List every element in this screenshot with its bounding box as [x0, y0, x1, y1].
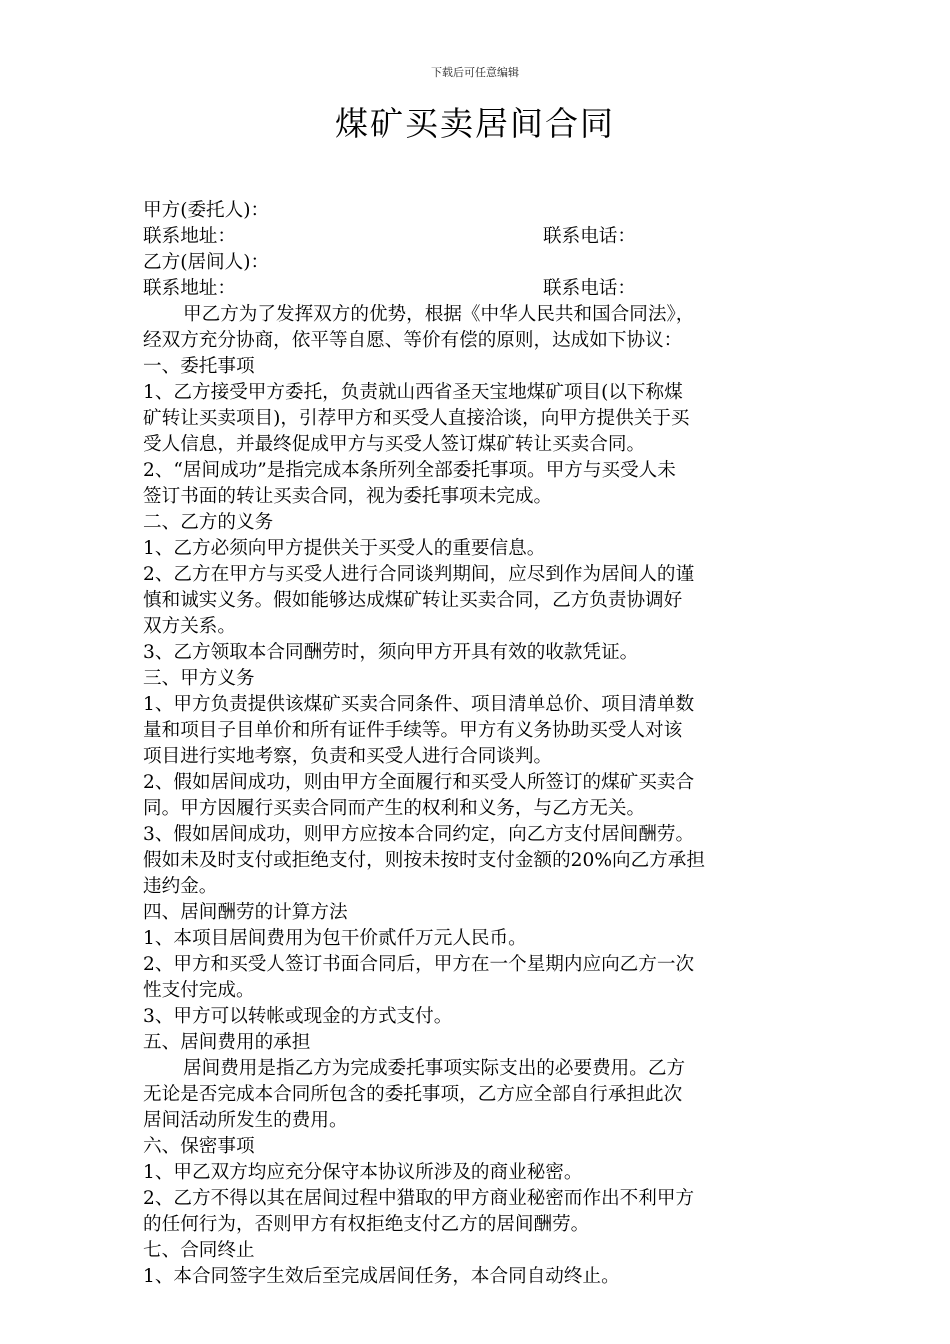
party-b-address-label: 联系地址： [143, 278, 236, 299]
clause-line: 2、假如居间成功，则由甲方全面履行和买受人所签订的煤矿买卖合 [143, 772, 695, 793]
document-title: 煤矿买卖居间合同 [335, 104, 615, 143]
clause-line: 3、甲方可以转帐或现金的方式支付。 [143, 1006, 453, 1027]
clause-line: 2、甲方和买受人签订书面合同后，甲方在一个星期内应向乙方一次 [143, 954, 695, 975]
party-a-contact-row [143, 224, 811, 250]
section-heading: 五、居间费用的承担 [143, 1032, 311, 1053]
clause-line: 1、甲方负责提供该煤矿买卖合同条件、项目清单总价、项目清单数 [143, 694, 695, 715]
clause-line: 1、本合同签字生效后至完成居间任务，本合同自动终止。 [143, 1266, 620, 1287]
clause-line: 受人信息，并最终促成甲方与买受人签订煤矿转让买卖合同。 [143, 434, 646, 455]
clause-line: 同。甲方因履行买卖合同而产生的权利和义务，与乙方无关。 [143, 798, 646, 819]
contract-body [143, 198, 811, 1290]
section-heading: 一、委托事项 [143, 356, 255, 377]
clause-line: 1、乙方接受甲方委托，负责就山西省圣天宝地煤矿项目(以下称煤 [143, 382, 683, 403]
clause-line: 2、乙方在甲方与买受人进行合同谈判期间，应尽到作为居间人的谨 [143, 564, 695, 585]
contract-sections [143, 354, 811, 1290]
party-a-phone-label: 联系电话： [543, 226, 636, 247]
clause-line: 2、乙方不得以其在居间过程中猎取的甲方商业秘密而作出不利甲方 [143, 1188, 695, 1209]
party-b-contact-row [143, 276, 811, 302]
clause-line: 1、甲乙双方均应充分保守本协议所涉及的商业秘密。 [143, 1162, 583, 1183]
clause-line: 居间活动所发生的费用。 [143, 1110, 348, 1131]
clause-line: 无论是否完成本合同所包含的委托事项，乙方应全部自行承担此次 [143, 1084, 683, 1105]
clause-line: 签订书面的转让买卖合同，视为委托事项未完成。 [143, 486, 553, 507]
clause-line: 假如未及时支付或拒绝支付，则按未按时支付金额的20%向乙方承担 [143, 850, 705, 871]
section-heading: 二、乙方的义务 [143, 512, 274, 533]
clause-line: 量和项目子目单价和所有证件手续等。甲方有义务协助买受人对该 [143, 720, 683, 741]
clause-line: 的任何行为，否则甲方有权拒绝支付乙方的居间酬劳。 [143, 1214, 590, 1235]
clause-line: 居间费用是指乙方为完成委托事项实际支出的必要费用。乙方 [183, 1058, 686, 1079]
clause-line: 3、乙方领取本合同酬劳时，须向甲方开具有效的收款凭证。 [143, 642, 639, 663]
party-b-phone-label: 联系电话： [543, 278, 636, 299]
clause-line: 3、假如居间成功，则甲方应按本合同约定，向乙方支付居间酬劳。 [143, 824, 695, 845]
section-heading: 三、甲方义务 [143, 668, 255, 689]
clause-line: 双方关系。 [143, 616, 236, 637]
section-heading: 七、合同终止 [143, 1240, 255, 1261]
clause-line: 慎和诚实义务。假如能够达成煤矿转让买卖合同，乙方负责协调好 [143, 590, 683, 611]
clause-line: 性支付完成。 [143, 980, 255, 1001]
clause-line: 1、乙方必须向甲方提供关于买受人的重要信息。 [143, 538, 546, 559]
party-a-address-label: 联系地址： [143, 226, 236, 247]
party-a-label: 甲方(委托人)： [143, 200, 270, 221]
header-note: 下载后可任意编辑 [431, 66, 519, 79]
clause-line: 项目进行实地考察，负责和买受人进行合同谈判。 [143, 746, 553, 767]
party-b-label: 乙方(居间人)： [143, 252, 270, 273]
clause-line: 矿转让买卖项目)，引荐甲方和买受人直接洽谈，向甲方提供关于买 [143, 408, 690, 429]
clause-line: 1、本项目居间费用为包干价贰仟万元人民币。 [143, 928, 527, 949]
section-heading: 四、居间酬劳的计算方法 [143, 902, 348, 923]
section-heading: 六、保密事项 [143, 1136, 255, 1157]
clause-line: 2、“居间成功”是指完成本条所列全部委托事项。甲方与买受人未 [143, 460, 676, 481]
preamble-line: 经双方充分协商，依平等自愿、等价有偿的原则，达成如下协议： [143, 330, 683, 351]
preamble-line: 甲乙方为了发挥双方的优势，根据《中华人民共和国合同法》， [183, 304, 695, 325]
clause-line: 违约金。 [143, 876, 218, 897]
